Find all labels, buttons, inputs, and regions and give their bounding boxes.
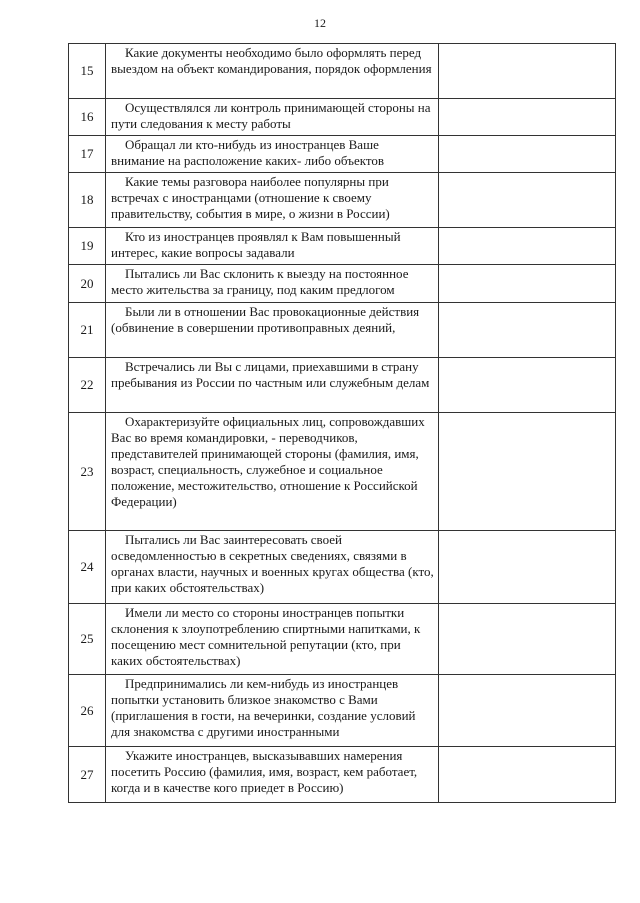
question-text: Охарактеризуйте официальных лиц, сопровождавших Вас во время командировки, - переводчиков, представителей принимающей стороны (фамилия, имя, возраст, специальность, служебное и социальное положение, местожительство, отношение к Российской Федерации): [106, 413, 439, 531]
table-row: [69, 604, 616, 675]
table-row: [69, 265, 616, 303]
answer-cell: [439, 173, 616, 228]
answer-cell: [439, 675, 616, 747]
row-number: 17: [69, 136, 106, 173]
row-number: 23: [69, 413, 106, 531]
question-text: Обращал ли кто-нибудь из иностранцев Ваше внимание на расположение каких- либо объектов: [106, 136, 439, 173]
row-number: 21: [69, 303, 106, 358]
answer-cell: [439, 228, 616, 265]
row-number: 22: [69, 358, 106, 413]
question-text: Пытались ли Вас заинтересовать своей осведомленностью в секретных сведениях, связями в органах власти, научных и военных кругах общества (кто, при каких обстоятельствах): [106, 531, 439, 604]
answer-cell: [439, 747, 616, 803]
table-row: [69, 531, 616, 604]
answer-cell: [439, 531, 616, 604]
row-number: 18: [69, 173, 106, 228]
table-row: [69, 173, 616, 228]
question-text: Какие документы необходимо было оформлять перед выездом на объект командирования, порядок оформления: [106, 44, 439, 99]
question-text: Имели ли место со стороны иностранцев попытки склонения к злоупотреблению спиртными напитками, к посещению мест сомнительной репутации (кто, при каких обстоятельствах): [106, 604, 439, 675]
questionnaire-body: [69, 44, 616, 803]
row-number: 27: [69, 747, 106, 803]
table-row: [69, 136, 616, 173]
question-text: Осуществлялся ли контроль принимающей стороны на пути следования к месту работы: [106, 99, 439, 136]
answer-cell: [439, 413, 616, 531]
answer-cell: [439, 136, 616, 173]
answer-cell: [439, 44, 616, 99]
page-number: 12: [314, 16, 326, 30]
question-text: Какие темы разговора наиболее популярны при встречах с иностранцами (отношение к своему правительству, события в мире, о жизни в России): [106, 173, 439, 228]
answer-cell: [439, 99, 616, 136]
question-text: Укажите иностранцев, высказывавших намерения посетить Россию (фамилия, имя, возраст, кем работает, когда и в качестве кого приедет в Россию): [106, 747, 439, 803]
row-number: 24: [69, 531, 106, 604]
row-number: 20: [69, 265, 106, 303]
question-text: Встречались ли Вы с лицами, приехавшими в страну пребывания из России по частным или служебным делам: [106, 358, 439, 413]
answer-cell: [439, 303, 616, 358]
row-number: 19: [69, 228, 106, 265]
answer-cell: [439, 358, 616, 413]
row-number: 15: [69, 44, 106, 99]
answer-cell: [439, 265, 616, 303]
question-text: Пытались ли Вас склонить к выезду на постоянное место жительства за границу, под каким предлогом: [106, 265, 439, 303]
questionnaire-table: [68, 43, 616, 803]
table-row: [69, 99, 616, 136]
row-number: 26: [69, 675, 106, 747]
question-text: Предпринимались ли кем-нибудь из иностранцев попытки установить близкое знакомство с Вами (приглашения в гости, на вечеринки, создание условий для знакомства с другими иностранными: [106, 675, 439, 747]
question-text: Кто из иностранцев проявлял к Вам повышенный интерес, какие вопросы задавали: [106, 228, 439, 265]
row-number: 16: [69, 99, 106, 136]
table-row: [69, 358, 616, 413]
table-row: [69, 228, 616, 265]
table-row: [69, 44, 616, 99]
answer-cell: [439, 604, 616, 675]
table-row: [69, 413, 616, 531]
table-row: [69, 747, 616, 803]
table-row: [69, 675, 616, 747]
row-number: 25: [69, 604, 106, 675]
question-text: Были ли в отношении Вас провокационные действия (обвинение в совершении противоправных деяний,: [106, 303, 439, 358]
table-row: [69, 303, 616, 358]
